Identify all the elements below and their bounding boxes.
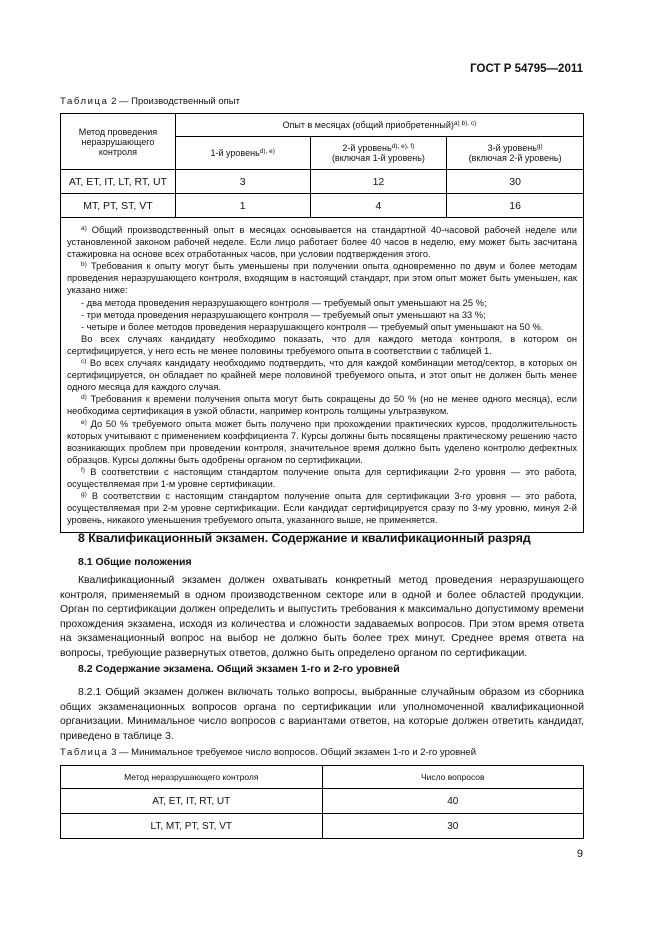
table2-col-level3 (447, 137, 584, 170)
row-level2: 4 (310, 194, 447, 218)
document-header: ГОСТ Р 54795—2011 (470, 63, 583, 75)
col-level3-sup: g) (536, 143, 543, 150)
col-level2-sub: (включая 1-й уровень) (331, 153, 425, 163)
note-marker: a) (81, 225, 87, 232)
table-row (61, 789, 584, 814)
col-level1-label: 1-й уровень (210, 148, 260, 158)
row-level1: 3 (175, 170, 310, 194)
table2-group-header-text: Опыт в месяцах (общий приобретенный) (282, 120, 454, 130)
table3-count-header: Число вопросов (322, 766, 583, 789)
note-marker: b) (81, 261, 87, 269)
row-method: LT, MT, PT, ST, VT (61, 814, 323, 839)
note-marker: f) (81, 466, 85, 474)
table2-caption (60, 96, 240, 107)
row-count: 30 (322, 814, 583, 839)
note-g (67, 490, 577, 526)
table2-group-header (175, 114, 583, 137)
note-text: Требования к опыту могут быть уменьшены при получении опыта одновременно по двум и более методам проведения неразрушающего контроля, входящим в настоящий стандарт, при этом опыт может быть уменьшен, как указано ниже: (67, 261, 577, 296)
table2-col-level2 (310, 137, 447, 170)
col-level3-label: 3-й уровень (487, 143, 537, 153)
row-level3: 16 (447, 194, 584, 218)
table2-notes (61, 218, 584, 533)
note-f (67, 466, 577, 490)
note-d (67, 393, 577, 417)
table-row (61, 194, 584, 218)
note-b (67, 260, 577, 296)
page-number: 9 (576, 848, 583, 860)
note-marker: d) (81, 394, 87, 402)
note-a (67, 224, 577, 260)
col-level3-sub: (включая 2-й уровень) (468, 153, 562, 163)
note-c (67, 357, 577, 393)
row-level3: 30 (447, 170, 584, 194)
table-row (61, 814, 584, 839)
col-level2-sup: d), e), f) (391, 143, 415, 150)
table2-group-header-sup: a) b), c) (453, 120, 477, 127)
row-level1: 1 (175, 194, 310, 218)
table2-method-header: Метод проведения неразрушающего контроля (61, 114, 176, 170)
row-method: MT, PT, ST, VT (61, 194, 176, 218)
note-b-list-item: - два метода проведения неразрушающего контроля — требуемый опыт уменьшают на 25 %; (81, 297, 487, 308)
table3 (60, 765, 584, 839)
row-method: AT, ET, IT, LT, RT, UT (61, 170, 176, 194)
table3-caption-prefix: Таблица (60, 747, 109, 758)
table2-col-level1 (175, 137, 310, 170)
table2 (60, 113, 584, 533)
section-8-2-1-text: 8.2.1 Общий экзамен должен включать только вопросы, выбранные случайным образом из сборника общих экзаменационных вопросов органа по сертификации или уполномоченной квалификационной организации. Минимальное число вопросов с вариантами ответов, на которые должен ответить кандидат, приведено в таблице 3. (60, 687, 584, 742)
note-text: Общий производственный опыт в месяцах основывается на стандартной 40-часовой рабочей неделе или установленной законом рабочей неделе. Если лицо работает более 40 часов в неделю, ему может быть засчитана стажировка на основе всех отработанных часов, при условии подтверждения этого. (67, 225, 577, 260)
table2-caption-title: 2 — Производственный опыт (111, 96, 240, 107)
section-8-1-text: Квалификационный экзамен должен охватывать конкретный метод проведения неразрушающего контроля, применяемый в одном производственном секторе или в одной и более областей продукции. Орган по сертификации должен определить и выпустить требования к максимально допустимому времени прохождения экзамена, исходя из количества и сложности задаваемых вопросов. При этом время ответа на экзаменационный вопрос на выбор не должно быть более трех минут. Среднее время ответа на вопросы, требующие развернутых ответов, должно быть определено органом по сертификации. (60, 575, 584, 659)
col-level2-label: 2-й уровень (342, 143, 392, 153)
note-marker: c) (81, 358, 87, 366)
row-count: 40 (322, 789, 583, 814)
row-method: AT, ET, IT, RT, UT (61, 789, 323, 814)
note-b-list-item: - три метода проведения неразрушающего контроля — требуемый опыт уменьшают на 33 %; (81, 309, 486, 320)
note-b-list-item: - четыре и более методов проведения неразрушающего контроля — требуемый опыт уменьшают на 50 %. (81, 321, 544, 332)
table3-method-header: Метод неразрушающего контроля (61, 766, 323, 789)
col-level1-sup: d), e) (259, 148, 275, 155)
note-text: До 50 % требуемого опыта может быть получено при прохождении практических курсов, продолжительность которых учитывают с применением коэффициента 7. Курсы должны быть посвящены практическому решению часто возникающих проблем при проведении контроля, значительное время должно быть уделено контролю дефектных образцов. Курсы должны быть одобрены органом по сертификации. (67, 418, 577, 465)
table3-caption-title: 3 — Минимальное требуемое число вопросов. Общий экзамен 1-го и 2-го уровней (111, 747, 477, 758)
section-8-2-title: 8.2 Содержание экзамена. Общий экзамен 1-го и 2-го уровней (78, 663, 400, 675)
note-marker: e) (81, 418, 87, 426)
table-row (61, 170, 584, 194)
section-8-1-title: 8.1 Общие положения (78, 556, 192, 568)
note-text: Требования к времени получения опыта могут быть сокращены до 50 % (но не менее одного месяца), если необходима сертификация в узкой области, например контроль толщины ультразвуком. (67, 394, 577, 417)
note-text: В соответствии с настоящим стандартом получение опыта для сертификации 3-го уровня — это работа, осуществляемая при 2-м уровне сертификации. Если кандидат сертифицируется сразу по 3-му уровню, минуя 2-й уровень, никакого уменьшения требуемого опыта, указанного выше, не применяется. (67, 491, 577, 526)
table3-caption (60, 747, 476, 758)
row-level2: 12 (310, 170, 447, 194)
table2-caption-prefix: Таблица (60, 96, 109, 107)
note-b-tail: Во всех случаях кандидату необходимо показать, что для каждого метода контроля, в котором он сертифицируется, у него есть не менее половины требуемого опыта в соответствии с таблицей 1. (67, 333, 577, 356)
section-8-title: 8 Квалификационный экзамен. Содержание и квалификационный разряд (78, 531, 531, 545)
note-marker: g) (81, 491, 87, 499)
note-text: В соответствии с настоящим стандартом получение опыта для сертификации 2-го уровня — это работа, осуществляемая при 1-м уровне сертификации. (67, 466, 577, 489)
note-text: Во всех случаях кандидату необходимо подтвердить, что для каждой комбинации метод/сектор, в которых он сертифицируется, он обладает по крайней мере половиной требуемого опыта, и этот опыт не должен быть менее одного месяца для каждого случая. (67, 358, 577, 393)
note-e (67, 418, 577, 466)
